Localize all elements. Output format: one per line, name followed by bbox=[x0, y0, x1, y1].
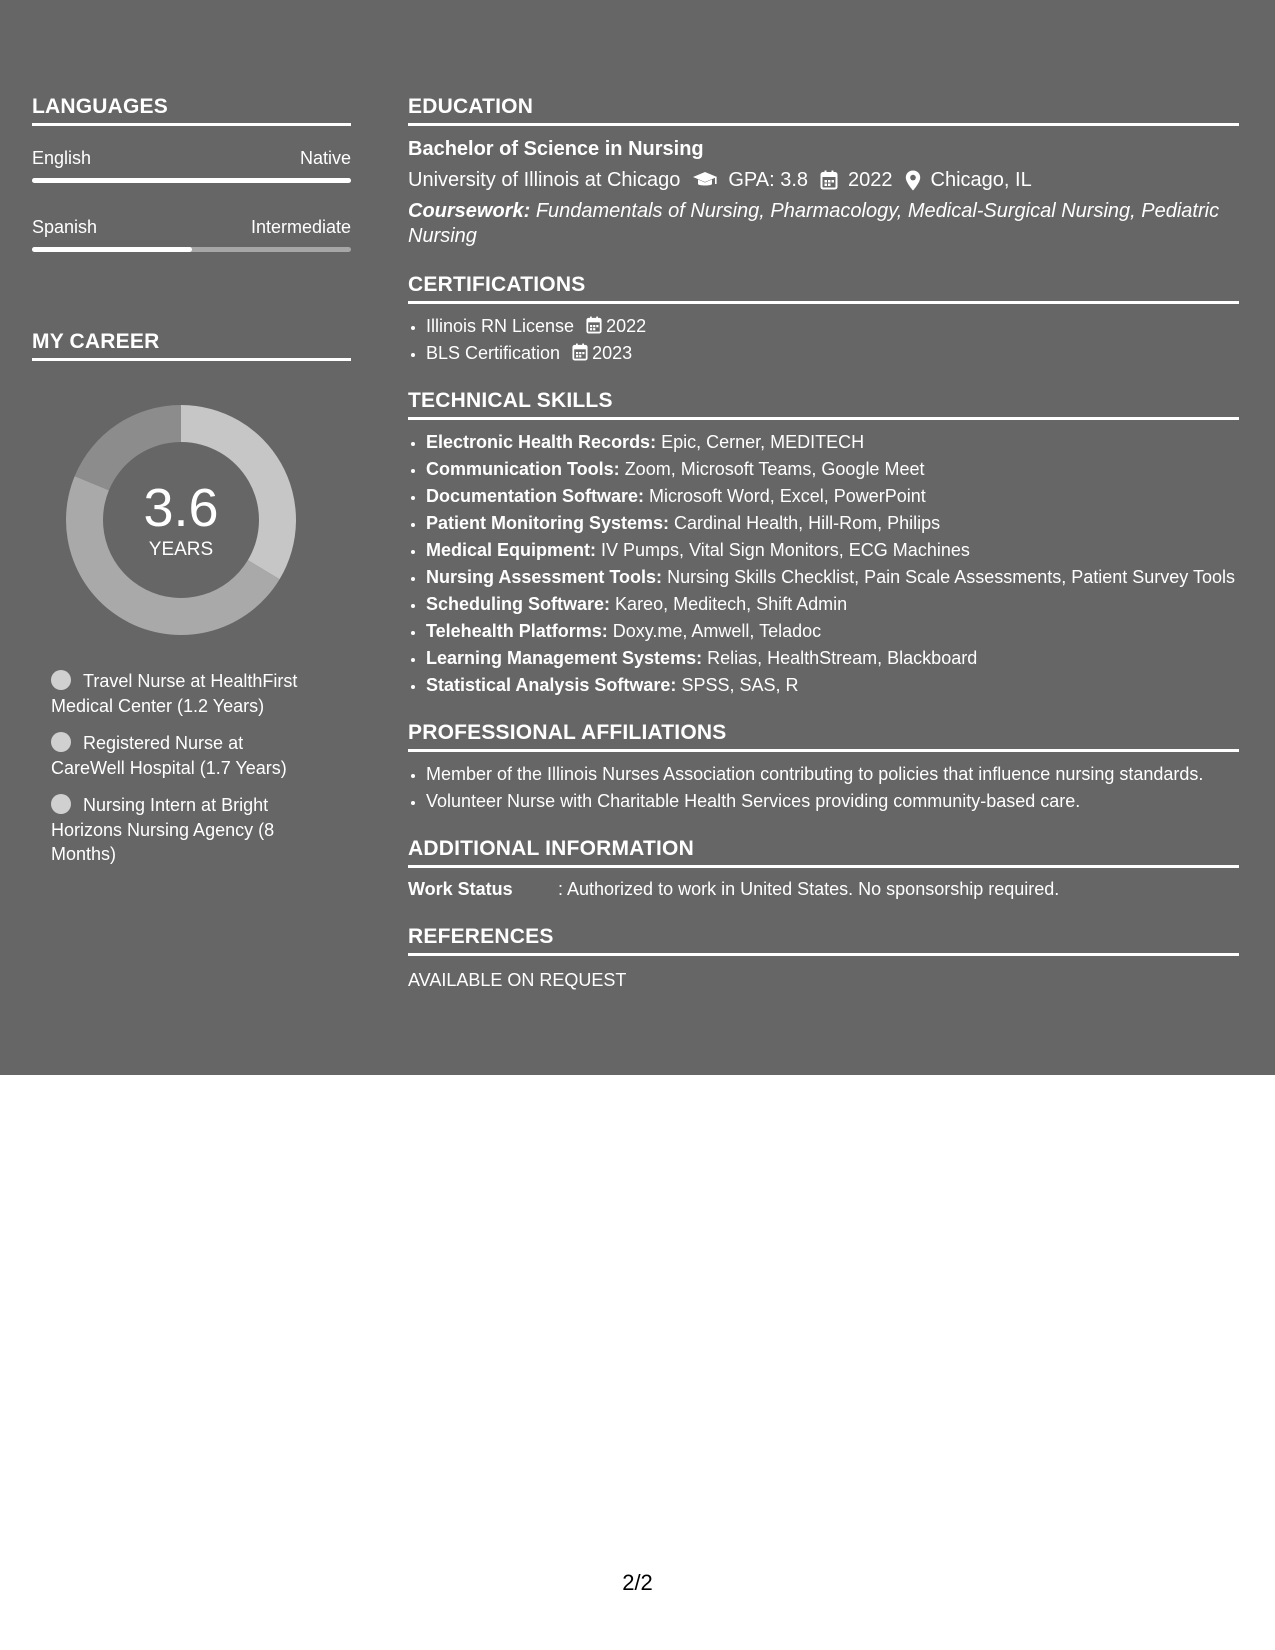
certification-item: • BLS Certification 2023 bbox=[426, 341, 1239, 365]
calendar-icon bbox=[572, 343, 588, 361]
career-item: Nursing Intern at Bright Horizons Nursing Agency (8 Months) bbox=[51, 795, 275, 864]
skill-item: • Scheduling Software: Kareo, Meditech, Shift Admin bbox=[426, 592, 1239, 616]
work-status-label: Work Status bbox=[408, 879, 513, 899]
additional-info-section bbox=[408, 838, 1239, 901]
work-status-row bbox=[408, 877, 1239, 901]
affiliations-section bbox=[408, 722, 1239, 813]
career-item: Travel Nurse at HealthFirst Medical Center (1.2 Years) bbox=[51, 671, 298, 716]
skill-item: • Electronic Health Records: Epic, Cerner, MEDITECH bbox=[426, 430, 1239, 454]
references-heading: REFERENCES bbox=[408, 926, 1239, 956]
coursework: Coursework: Fundamentals of Nursing, Pharmacology, Medical-Surgical Nursing, Pediatric Nursing bbox=[408, 200, 1220, 247]
skill-item: • Medical Equipment: IV Pumps, Vital Sign Monitors, ECG Machines bbox=[426, 538, 1239, 562]
calendar-icon bbox=[820, 170, 838, 190]
skills-section bbox=[408, 390, 1239, 697]
left-column bbox=[32, 96, 351, 880]
skill-item: • Learning Management Systems: Relias, HealthStream, Blackboard bbox=[426, 646, 1239, 670]
school-location: Chicago, IL bbox=[930, 169, 1032, 191]
skill-item: • Telehealth Platforms: Doxy.me, Amwell, Teladoc bbox=[426, 619, 1239, 643]
skill-item: • Patient Monitoring Systems: Cardinal Health, Hill-Rom, Philips bbox=[426, 511, 1239, 535]
graduation-cap-icon bbox=[692, 171, 718, 189]
donut-center bbox=[66, 405, 296, 635]
references-text: AVAILABLE ON REQUEST bbox=[408, 970, 627, 990]
skill-item: • Communication Tools: Zoom, Microsoft Teams, Google Meet bbox=[426, 457, 1239, 481]
affiliations-heading: PROFESSIONAL AFFILIATIONS bbox=[408, 722, 1239, 752]
degree-title: Bachelor of Science in Nursing bbox=[408, 138, 704, 160]
affiliation-item: • Member of the Illinois Nurses Association contributing to policies that influence nursing standards. bbox=[426, 762, 1239, 786]
school-name: University of Illinois at Chicago bbox=[408, 169, 681, 191]
right-column bbox=[408, 96, 1239, 992]
language-proficiency-bar bbox=[32, 178, 351, 183]
career-list bbox=[32, 669, 321, 867]
language-item bbox=[32, 146, 351, 183]
languages-heading: LANGUAGES bbox=[32, 96, 351, 126]
affiliation-item: • Volunteer Nurse with Charitable Health Services providing community-based care. bbox=[426, 789, 1239, 813]
certifications-heading: CERTIFICATIONS bbox=[408, 274, 1239, 304]
bullet-dot-icon bbox=[51, 732, 71, 752]
language-proficiency-fill bbox=[32, 178, 351, 183]
calendar-icon bbox=[586, 316, 602, 334]
bullet-dot-icon bbox=[51, 794, 71, 814]
skill-item: • Statistical Analysis Software: SPSS, SAS, R bbox=[426, 673, 1239, 697]
certification-item: • Illinois RN License 2022 bbox=[426, 314, 1239, 338]
language-name: English bbox=[32, 148, 92, 168]
language-item bbox=[32, 215, 351, 252]
language-name: Spanish bbox=[32, 217, 98, 237]
additional-info-heading: ADDITIONAL INFORMATION bbox=[408, 838, 1239, 868]
skill-item: • Documentation Software: Microsoft Word, Excel, PowerPoint bbox=[426, 484, 1239, 508]
certifications-list bbox=[408, 314, 1239, 365]
affiliations-list bbox=[408, 762, 1239, 813]
certifications-section bbox=[408, 274, 1239, 365]
work-status-value: : Authorized to work in United States. No sponsorship required. bbox=[558, 879, 1060, 899]
references-section bbox=[408, 926, 1239, 992]
location-pin-icon bbox=[905, 170, 921, 191]
education-heading: EDUCATION bbox=[408, 96, 1239, 126]
language-level: Intermediate bbox=[250, 217, 351, 237]
career-total-unit: YEARS bbox=[148, 539, 214, 560]
career-heading: MY CAREER bbox=[32, 331, 351, 361]
career-item: Registered Nurse at CareWell Hospital (1.7 Years) bbox=[51, 733, 287, 778]
skills-heading: TECHNICAL SKILLS bbox=[408, 390, 1239, 420]
language-proficiency-fill bbox=[32, 247, 192, 252]
skill-item: • Nursing Assessment Tools: Nursing Skills Checklist, Pain Scale Assessments, Patient Survey Tools bbox=[426, 565, 1239, 589]
graduation-year: 2022 bbox=[848, 169, 893, 191]
bullet-dot-icon bbox=[51, 670, 71, 690]
page-number: 2/2 bbox=[622, 1570, 653, 1595]
language-proficiency-bar bbox=[32, 247, 351, 252]
skills-list bbox=[408, 430, 1239, 697]
career-total-value: 3.6 bbox=[143, 478, 219, 538]
language-level: Native bbox=[299, 148, 351, 168]
career-donut-chart bbox=[66, 405, 296, 635]
education-details bbox=[408, 166, 1239, 194]
gpa: GPA: 3.8 bbox=[728, 169, 809, 191]
